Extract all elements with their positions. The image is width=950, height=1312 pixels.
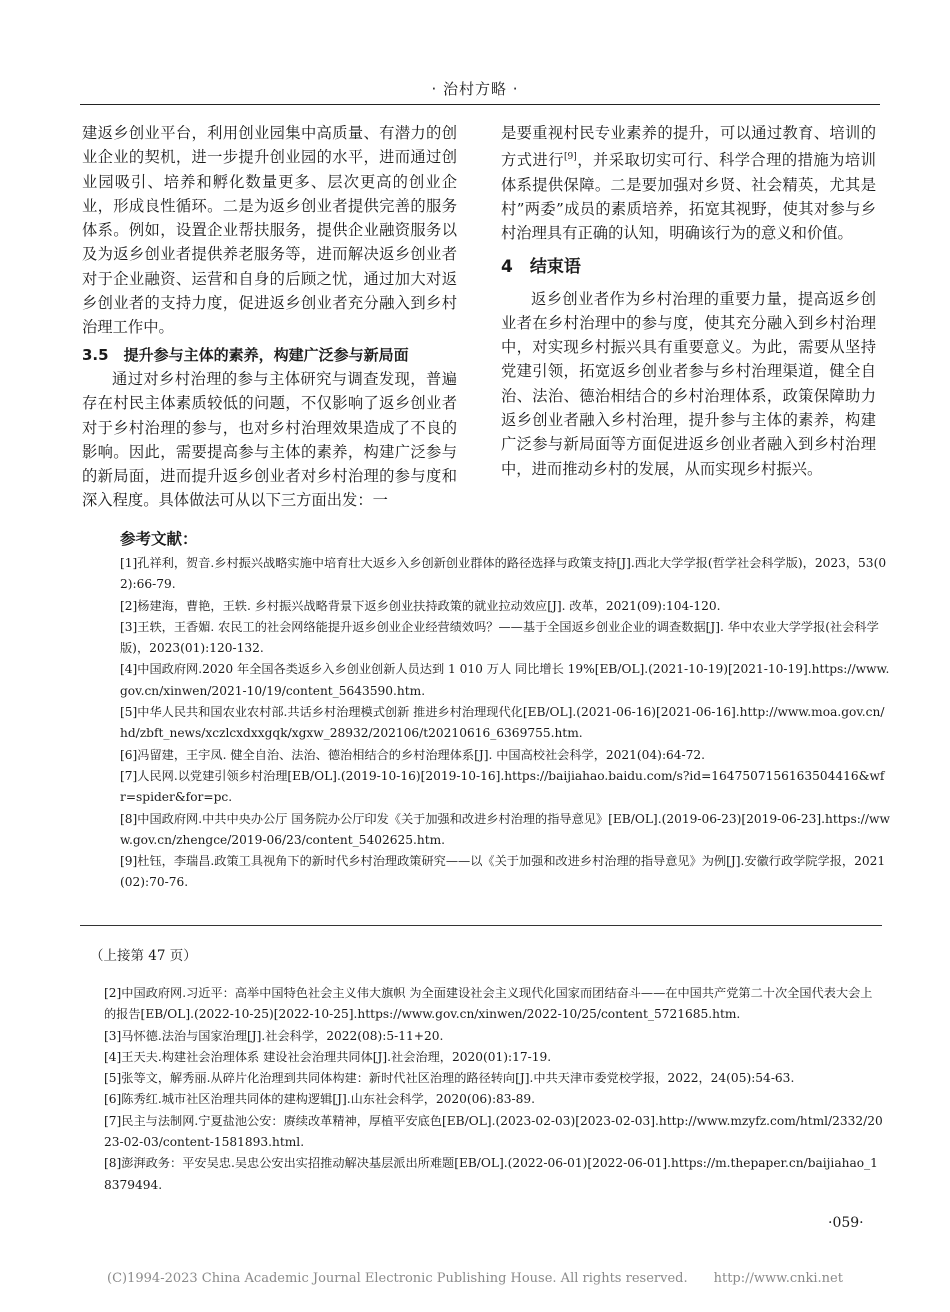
references-section <box>120 527 890 894</box>
right-column <box>501 121 876 481</box>
left-column <box>82 121 457 513</box>
continued-from-note: （上接第 47 页） <box>90 948 197 964</box>
reference-item: [8]澎湃政务：平安吴忠.吴忠公安出实招推动解决基层派出所难题[EB/OL].(2022-06-01)[2022-06-01].https://m.thepaper.cn/baijiahao_18379494. <box>104 1156 878 1192</box>
reference-item: [3]马怀德.法治与国家治理[J].社会科学，2022(08):5-11+20. <box>104 1028 444 1043</box>
section-heading-conclusion: 4 结束语 <box>501 256 581 277</box>
reference-item: [1]孔祥利，贺音.乡村振兴战略实施中培育壮大返乡入乡创新创业群体的路径选择与政策支持[J].西北大学学报(哲学社会科学版)，2023，53(02):66-79. <box>120 556 887 592</box>
reference-item: [3]王轶，王香媚. 农民工的社会网络能提升返乡创业企业经营绩效吗？——基于全国返乡创业企业的调查数据[J]. 华中农业大学学报(社会科学版)，2023(01):120-132. <box>120 619 879 656</box>
citation-superscript: [9] <box>564 152 577 163</box>
body-paragraph: 建返乡创业平台，利用创业园集中高质量、有潜力的创业企业的契机，进一步提升创业园的水平，进而通过创业园吸引、培养和孵化数量更多、层次更高的创业企业，形成良性循环。二是为返乡创业者提供完善的服务体系。例如，设置企业帮扶服务，提供企业融资服务以及为返乡创业者提供养老服务等，进而解决返乡创业者对于企业融资、运营和自身的后顾之忧，通过加大对返乡创业者的支持力度，促进返乡创业者充分融入到乡村治理工作中。 <box>82 124 457 337</box>
header-divider <box>80 104 880 105</box>
reference-item: [7]人民网.以党建引领乡村治理[EB/OL].(2019-10-16)[2019-10-16].https://baijiahao.baidu.com/s?id=1647507156163504416&wfr=spider&for=pc. <box>120 768 885 805</box>
body-paragraph: 返乡创业者作为乡村治理的重要力量，提高返乡创业者在乡村治理中的参与度，使其充分融入到乡村治理中，对实现乡村振兴具有重要意义。为此，需要从坚持党建引领，拓宽返乡创业者参与乡村治理渠道，健全自治、法治、德治相结合的乡村治理体系，政策保障助力返乡创业者融入乡村治理，提升参与主体的素养，构建广泛参与新局面等方面促进返乡创业者融入到乡村治理中，进而推动乡村的发展，从而实现乡村振兴。 <box>501 289 876 478</box>
copyright-footer: (C)1994-2023 China Academic Journal Electronic Publishing House. All rights reserved. http://www.cnki.net <box>107 1271 843 1286</box>
continued-references-section <box>104 983 884 1196</box>
reference-item: [7]民主与法制网.宁夏盐池公安：赓续改革精神，厚植平安底色[EB/OL].(2023-02-03)[2023-02-03].http://www.mzyfz.com/html/2332/2023-02-03/content-1581893.html. <box>104 1113 883 1150</box>
paragraph-text: 是要重视村民专业素养的提升，可以通过教育、培训的方式进行 <box>501 124 876 170</box>
references-title: 参考文献： <box>120 530 198 548</box>
reference-item: [9]杜钰，李瑞昌.政策工具视角下的新时代乡村治理政策研究——以《关于加强和改进乡村治理的指导意见》为例[J].安徽行政学院学报，2021(02):70-76. <box>120 854 886 890</box>
reference-item: [5]张等文，解秀丽.从碎片化治理到共同体构建：新时代社区治理的路径转向[J].中共天津市委党校学报，2022，24(05):54-63. <box>104 1071 795 1086</box>
reference-item: [2]杨建海，曹艳，王轶. 乡村振兴战略背景下返乡创业扶持政策的就业拉动效应[J]. 改革，2021(09):104-120. <box>120 598 721 613</box>
paragraph-text: ，并采取切实可行、科学合理的措施为培训体系提供保障。二是要加强对乡贤、社会精英，尤其是村”两委”成员的素质培养，拓宽其视野，使其对参与乡村治理具有正确的认知，明确该行为的意义和价值。 <box>501 151 876 243</box>
body-paragraph: 通过对乡村治理的参与主体研究与调查发现，普遍存在村民主体素质较低的问题，不仅影响了返乡创业者对于乡村治理的参与，也对乡村治理效果造成了不良的影响。因此，需要提高参与主体的素养，构建广泛参与的新局面，进而提升返乡创业者对乡村治理的参与度和深入程度。具体做法可从以下三方面出发：一 <box>82 369 457 510</box>
reference-item: [6]陈秀红.城市社区治理共同体的建构逻辑[J].山东社会科学，2020(06):83-89. <box>104 1092 536 1107</box>
section-heading-3-5: 3.5 提升参与主体的素养，构建广泛参与新局面 <box>82 345 409 364</box>
reference-item: [8]中国政府网.中共中央办公厅 国务院办公厅印发《关于加强和改进乡村治理的指导意见》[EB/OL].(2019-06-23)[2019-06-23].https://www.gov.cn/zhengce/2019-06/23/content_5402625.htm. <box>120 811 890 847</box>
page-number: ·059· <box>828 1215 864 1231</box>
reference-item: [4]中国政府网.2020 年全国各类返乡入乡创业创新人员达到 1 010 万人 同比增长 19%[EB/OL].(2021-10-19)[2021-10-19].https://www.gov.cn/xinwen/2021-10/19/content_5643590.htm. <box>120 662 890 698</box>
section-divider <box>80 925 882 926</box>
reference-item: [2]中国政府网.习近平：高举中国特色社会主义伟大旗帜 为全面建设社会主义现代化国家而团结奋斗——在中国共产党第二十次全国代表大会上的报告[EB/OL].(2022-10-25)[2022-10-25].https://www.gov.cn/xinwen/2022-10/25/content_5721685.htm. <box>104 986 873 1022</box>
reference-item: [6]冯留建，王宇凤. 健全自治、法治、德治相结合的乡村治理体系[J]. 中国高校社会科学，2021(04):64-72. <box>120 747 706 762</box>
reference-item: [5]中华人民共和国农业农村部.共话乡村治理模式创新 推进乡村治理现代化[EB/OL].(2021-06-16)[2021-06-16].http://www.moa.gov.cn/hd/zbft_news/xczlcxdxxgqk/xgxw_28932/202106/t20210616_6369755.htm. <box>120 705 885 741</box>
reference-item: [4]王天夫.构建社会治理体系 建设社会治理共同体[J].社会治理，2020(01):17-19. <box>104 1049 552 1064</box>
body-paragraph <box>501 121 876 246</box>
page-header-section-title: · 治村方略 · <box>431 80 519 98</box>
